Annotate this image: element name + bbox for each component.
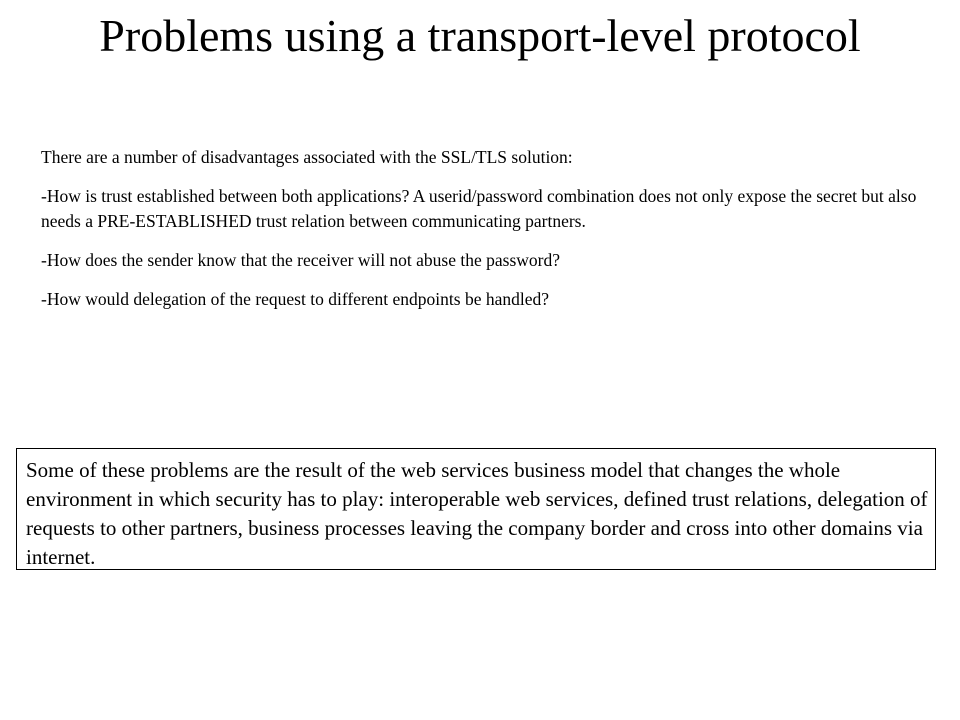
intro-paragraph: There are a number of disadvantages associated with the SSL/TLS solution: bbox=[41, 147, 573, 167]
password-abuse-question: -How does the sender know that the receiver will not abuse the password? bbox=[41, 250, 561, 270]
delegation-question: -How would delegation of the request to different endpoints be handled? bbox=[41, 289, 550, 309]
trust-question: -How is trust established between both applications? A userid/password combination does not only expose the secret but also needs a PRE-ESTABLISHED trust relation between communicating partners. bbox=[41, 186, 917, 231]
slide-title: Problems using a transport-level protocol bbox=[99, 10, 861, 61]
body-text bbox=[41, 145, 921, 326]
callout-box: Some of these problems are the result of the web services business model that changes the whole environment in which security has to play: interoperable web services, defined trust relations, delegation of requests to other partners, business processes leaving the company border and cross into other domains via internet. bbox=[16, 448, 936, 570]
